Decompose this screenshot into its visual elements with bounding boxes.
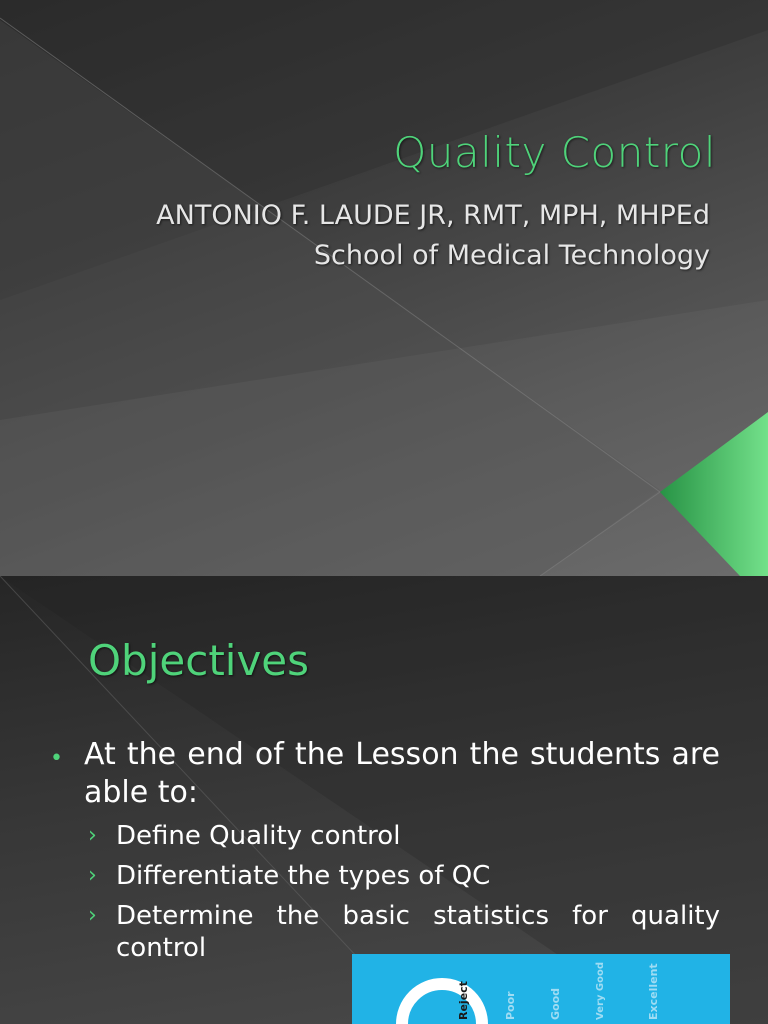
- bullet-dot-icon: •: [50, 746, 63, 771]
- sub-item-text: Define Quality control: [116, 821, 401, 851]
- scale-label-reject: Reject: [457, 981, 470, 1020]
- scale-label-good: Good: [549, 987, 562, 1020]
- slide-subtitle: [156, 196, 710, 276]
- chevron-right-icon: ›: [88, 903, 97, 928]
- chevron-right-icon: ›: [88, 863, 97, 888]
- scale-label-excellent: Excellent: [647, 963, 660, 1020]
- gauge-arc: [402, 984, 482, 1024]
- author-line: ANTONIO F. LAUDE JR, RMT, MPH, MHPEd: [156, 200, 710, 231]
- objectives-slide: [0, 576, 768, 1024]
- sub-list: [50, 820, 720, 964]
- sub-item-text: Differentiate the types of QC: [116, 861, 491, 891]
- objectives-list: [50, 736, 720, 964]
- bullet-item: [50, 736, 720, 812]
- scale-label-poor: Poor: [504, 991, 517, 1020]
- school-line: School of Medical Technology: [313, 240, 710, 271]
- rating-scale-image: [352, 954, 730, 1024]
- gauge-graphic: [352, 954, 730, 1024]
- slide-title: Quality Control: [393, 128, 716, 177]
- scale-label-very-good: Very Good: [595, 961, 606, 1020]
- sub-item: [84, 820, 720, 852]
- section-heading: Objectives: [88, 636, 310, 685]
- sub-item: [84, 860, 720, 892]
- chevron-right-icon: ›: [88, 823, 97, 848]
- bullet-text: At the end of the Lesson the students are able to:: [84, 737, 720, 810]
- sub-item-text: Determine the basic statistics for quality control: [116, 901, 720, 963]
